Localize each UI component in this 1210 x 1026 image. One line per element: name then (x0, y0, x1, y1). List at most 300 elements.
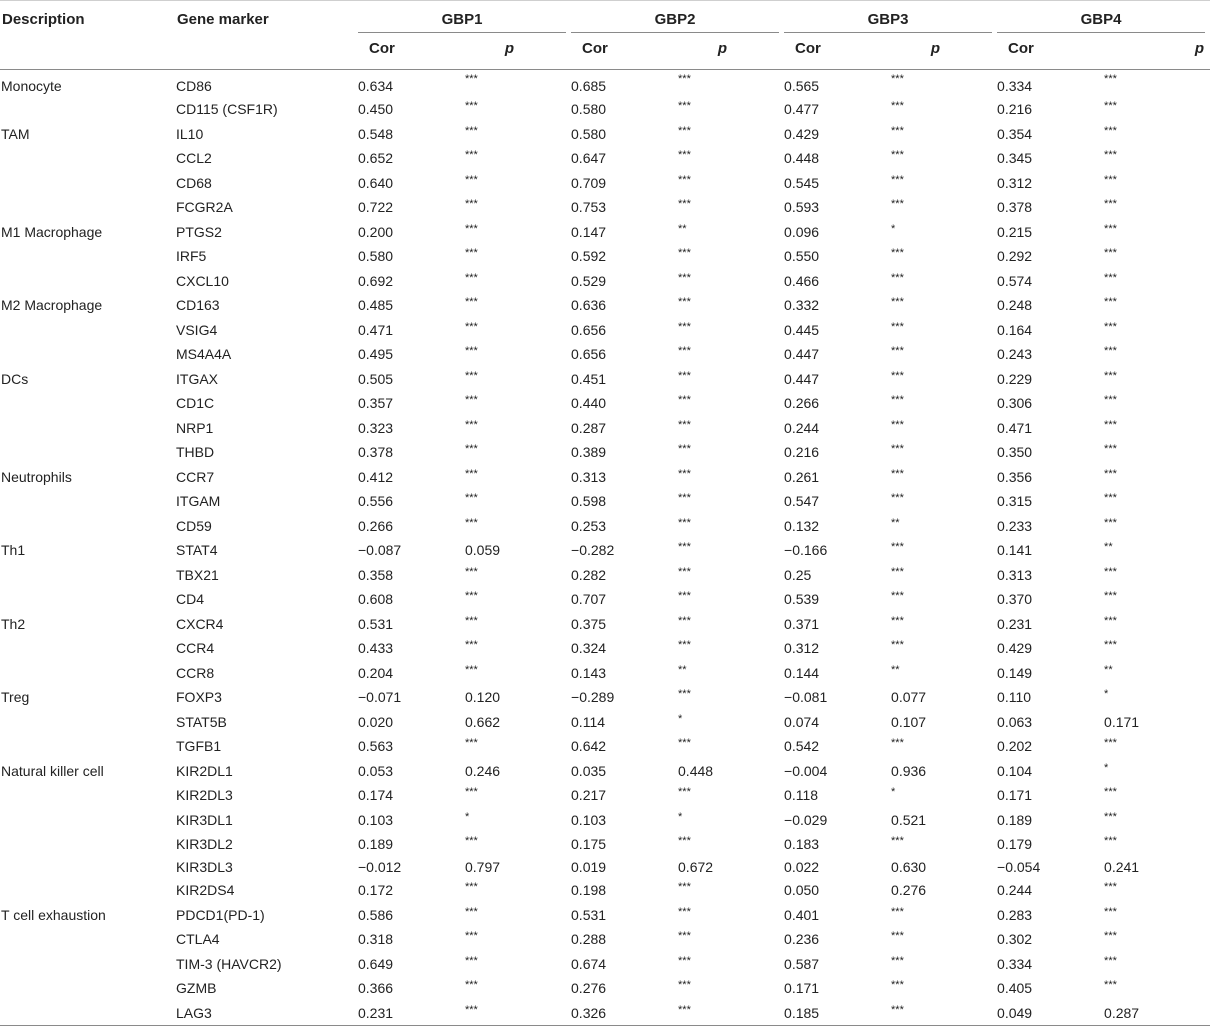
cor-value-cell: 0.231 (997, 615, 1033, 632)
cor-value-cell: 0.692 (358, 272, 394, 289)
p-value-cell: *** (891, 345, 904, 357)
row-gene-marker: IL10 (176, 125, 204, 142)
cor-value-cell: 0.171 (997, 787, 1033, 804)
p-value-cell: *** (1104, 905, 1117, 918)
row-gene-marker: CXCL10 (176, 272, 229, 289)
table-row (0, 685, 1210, 710)
table-row (0, 440, 1210, 465)
table-row (0, 808, 1210, 833)
row-gene-marker: ITGAX (176, 370, 219, 387)
table-row (0, 489, 1210, 514)
table-row (0, 903, 1210, 928)
p-value-cell: *** (678, 688, 691, 700)
p-value-cell: *** (465, 124, 478, 137)
p-value-cell: *** (1104, 418, 1117, 431)
cor-value-cell: 0.332 (784, 297, 820, 314)
p-value-cell: *** (1104, 881, 1117, 893)
cor-value-cell: 0.593 (784, 199, 820, 216)
p-value-cell: *** (465, 100, 478, 112)
p-value-cell: ** (1104, 663, 1113, 676)
cor-value-cell: 0.253 (571, 517, 607, 534)
cor-value-cell: 0.287 (571, 419, 607, 436)
cor-value-cell: 0.074 (784, 713, 820, 730)
cor-value-cell: 0.283 (997, 906, 1033, 923)
p-value-cell: *** (465, 296, 478, 308)
p-value-cell: *** (678, 198, 691, 210)
p-value-cell: *** (1104, 443, 1117, 455)
p-value-cell: *** (1104, 786, 1117, 798)
p-value-cell: *** (465, 954, 478, 967)
cor-value-cell: 0.118 (784, 787, 819, 804)
row-gene-marker: CTLA4 (176, 931, 220, 948)
table-row (0, 734, 1210, 759)
p-value-cell: *** (1104, 979, 1117, 991)
cor-value-cell: −0.054 (997, 859, 1041, 876)
p-value-cell: *** (891, 737, 904, 749)
p-value-cell: *** (465, 979, 478, 991)
cor-value-cell: 0.149 (997, 664, 1033, 681)
p-value-cell: *** (1104, 100, 1117, 112)
row-description: TAM (1, 125, 30, 142)
row-gene-marker: CD59 (176, 517, 212, 534)
cor-value-cell: −0.012 (358, 859, 402, 876)
cor-value-cell: −0.071 (358, 689, 402, 706)
row-gene-marker: THBD (176, 444, 215, 461)
cor-value-cell: 0.709 (571, 174, 607, 191)
row-gene-marker: CXCR4 (176, 615, 224, 632)
cor-value-cell: 0.412 (358, 468, 394, 485)
cor-value-cell: 0.189 (358, 836, 394, 853)
cor-value-cell: 0.656 (571, 321, 607, 338)
row-gene-marker: KIR3DL2 (176, 836, 233, 853)
p-value-cell: *** (678, 100, 691, 112)
cor-value-cell: 0.236 (784, 931, 820, 948)
row-gene-marker: TIM-3 (HAVCR2) (176, 955, 282, 972)
row-description: M2 Macrophage (1, 297, 103, 314)
table-row (0, 391, 1210, 416)
cor-value-cell: 0.580 (571, 101, 607, 118)
cor-value-cell: 0.292 (997, 248, 1033, 265)
empty-header-cell (0, 35, 175, 70)
cor-value-cell: 0.198 (571, 882, 607, 899)
cor-value-cell: 0.580 (358, 248, 394, 265)
cor-value-cell: 0.313 (997, 566, 1033, 583)
cor-value-cell: 0.366 (358, 980, 394, 997)
cor-value-cell: 0.354 (997, 125, 1033, 142)
p-value-cell: *** (1104, 173, 1117, 186)
row-description (0, 952, 175, 977)
table-row (0, 220, 1210, 245)
row-gene-marker: CD4 (176, 591, 205, 608)
gene-header-gbp1: GBP1 (358, 1, 571, 35)
row-description (0, 342, 175, 367)
row-gene-marker: LAG3 (175, 1001, 358, 1026)
cor-header: Cor (571, 35, 675, 70)
row-gene-marker: TGFB1 (176, 738, 222, 755)
cor-value-cell: 0.447 (784, 346, 820, 363)
row-gene-marker: MS4A4A (176, 346, 232, 363)
p-value-cell: *** (678, 516, 691, 529)
p-value-cell: *** (465, 639, 478, 651)
cor-value-cell: 0.608 (358, 591, 394, 608)
cor-value-cell: 0.114 (571, 713, 606, 730)
cor-value-cell: 0.147 (571, 223, 607, 240)
cor-value-cell: 0.053 (358, 762, 394, 779)
p-value-cell: *** (465, 905, 478, 918)
cor-value-cell: 0.640 (358, 174, 394, 191)
cor-value-cell: 0.164 (997, 321, 1033, 338)
p-value-cell: *** (891, 320, 904, 333)
cor-value-cell: 0.652 (358, 150, 394, 167)
p-value-cell: *** (678, 541, 691, 553)
cor-value-cell: 0.471 (358, 321, 394, 338)
table-row (0, 661, 1210, 686)
row-description (0, 783, 175, 808)
row-description (0, 587, 175, 612)
cor-value-cell: 0.318 (358, 931, 394, 948)
row-gene-marker: KIR2DL1 (176, 762, 233, 779)
p-value-cell: *** (678, 271, 691, 284)
cor-value-cell: 0.175 (571, 836, 607, 853)
cor-value-cell: −0.004 (784, 762, 828, 779)
p-value-cell: *** (891, 565, 904, 578)
p-value-cell: 0.521 (891, 811, 927, 828)
table-row (0, 465, 1210, 490)
p-value-cell: *** (465, 881, 478, 893)
cor-value-cell: 0.313 (571, 468, 607, 485)
p-value-cell: * (1104, 688, 1109, 700)
p-value-cell: *** (891, 979, 904, 991)
row-gene-marker: FCGR2A (176, 199, 233, 216)
empty-header-cell (175, 35, 358, 70)
row-description (0, 146, 175, 171)
row-gene-marker: CCR7 (176, 468, 215, 485)
cor-value-cell: 0.405 (997, 980, 1033, 997)
p-value-cell: *** (891, 492, 904, 504)
cor-value-cell: 0.539 (784, 591, 820, 608)
cor-value-cell: 0.049 (997, 1001, 1101, 1026)
p-value-cell: *** (1104, 565, 1117, 578)
p-value-cell: *** (678, 590, 691, 602)
p-value-cell: *** (891, 541, 904, 553)
p-value-cell: *** (891, 271, 904, 284)
p-value-cell: 0.936 (891, 762, 927, 779)
p-value-cell: *** (678, 296, 691, 308)
p-value-cell: *** (465, 835, 478, 847)
p-value-cell: *** (1104, 320, 1117, 333)
cor-value-cell: 0.050 (784, 882, 820, 899)
cor-value-cell: 0.529 (571, 272, 607, 289)
table-row (0, 1001, 1210, 1026)
cor-value-cell: 0.563 (358, 738, 394, 755)
p-value-cell: 0.241 (1104, 859, 1140, 876)
p-value-cell: *** (1104, 198, 1117, 210)
p-value-cell: ** (678, 663, 687, 676)
cor-value-cell: 0.440 (571, 395, 607, 412)
p-value-cell: 0.077 (891, 689, 927, 706)
table-row (0, 342, 1210, 367)
cor-value-cell: 0.189 (997, 811, 1033, 828)
row-gene-marker: NRP1 (176, 419, 214, 436)
row-gene-marker: CD86 (176, 78, 212, 94)
table-row (0, 416, 1210, 441)
p-value-cell: *** (678, 881, 691, 893)
row-description (0, 927, 175, 952)
cor-value-cell: 0.063 (997, 713, 1033, 730)
row-description (0, 808, 175, 833)
p-value-cell: *** (465, 565, 478, 578)
p-value-cell: 0.246 (465, 762, 501, 779)
table-row (0, 857, 1210, 879)
cor-value-cell: 0.110 (997, 689, 1032, 706)
cor-value-cell: 0.334 (997, 955, 1033, 972)
p-value-cell: *** (465, 247, 478, 259)
row-gene-marker: CCL2 (176, 150, 212, 167)
row-description (0, 244, 175, 269)
p-value-cell: * (891, 222, 896, 235)
p-value-cell: *** (891, 73, 904, 85)
p-value-cell: ** (1104, 541, 1113, 553)
cor-value-cell: 0.144 (784, 664, 820, 681)
row-description: Neutrophils (1, 468, 72, 485)
p-value-cell: *** (465, 198, 478, 210)
row-description (0, 195, 175, 220)
table-row (0, 587, 1210, 612)
row-description (0, 563, 175, 588)
cor-value-cell: 0.649 (358, 955, 394, 972)
row-description: Th1 (1, 542, 26, 559)
cor-value-cell: 0.586 (358, 906, 394, 923)
table-row (0, 952, 1210, 977)
cor-value-cell: 0.485 (358, 297, 394, 314)
cor-value-cell: 0.306 (997, 395, 1033, 412)
cor-value-cell: −0.289 (571, 689, 615, 706)
cor-value-cell: 0.447 (784, 370, 820, 387)
p-value-cell: *** (678, 345, 691, 357)
p-value-cell: *** (678, 124, 691, 137)
cor-value-cell: 0.371 (784, 615, 820, 632)
p-value-cell: *** (465, 492, 478, 504)
p-value-cell: 0.662 (465, 713, 501, 730)
p-value-cell: *** (891, 614, 904, 627)
p-value-cell: *** (465, 663, 478, 676)
cor-value-cell: 0.266 (358, 517, 394, 534)
p-value-cell: *** (1104, 954, 1117, 967)
p-value-cell: *** (1104, 345, 1117, 357)
cor-value-cell: 0.433 (358, 640, 394, 657)
row-description (0, 416, 175, 441)
cor-value-cell: 0.547 (784, 493, 820, 510)
p-value-cell: *** (1104, 614, 1117, 627)
p-value-cell: *** (1104, 467, 1117, 480)
p-value-cell: *** (678, 467, 691, 480)
p-value-cell: *** (1104, 394, 1117, 406)
row-description (0, 391, 175, 416)
cor-value-cell: 0.217 (571, 787, 607, 804)
cor-value-cell: 0.302 (997, 931, 1033, 948)
p-value-cell: *** (891, 198, 904, 210)
cor-value-cell: 0.266 (784, 395, 820, 412)
p-value-cell: *** (888, 1001, 997, 1026)
p-value-cell: *** (465, 418, 478, 431)
p-value-cell: *** (891, 443, 904, 455)
p-value-cell: *** (891, 394, 904, 406)
row-description: Monocyte (1, 78, 62, 94)
p-value-cell: *** (891, 173, 904, 186)
cor-value-cell: 0.103 (358, 811, 394, 828)
cor-value-cell: 0.685 (571, 78, 607, 94)
row-gene-marker: IRF5 (176, 248, 207, 265)
p-value-cell: *** (1104, 737, 1117, 749)
p-header: p (1101, 35, 1210, 70)
cor-value-cell: 0.25 (784, 566, 812, 583)
cor-value-cell: 0.450 (358, 101, 394, 118)
gene-header-gbp3: GBP3 (784, 1, 997, 35)
cor-value-cell: 0.185 (784, 1001, 888, 1026)
cor-value-cell: 0.204 (358, 664, 394, 681)
cor-value-cell: 0.356 (997, 468, 1033, 485)
p-value-cell: * (678, 810, 683, 823)
table-row (0, 636, 1210, 661)
table-row (0, 269, 1210, 294)
cor-value-cell: 0.636 (571, 297, 607, 314)
table-row (0, 70, 1210, 98)
p-value-cell: *** (891, 639, 904, 651)
p-value-cell: *** (678, 930, 691, 942)
cor-value-cell: 0.598 (571, 493, 607, 510)
p-value-cell: *** (678, 418, 691, 431)
cor-value-cell: 0.324 (571, 640, 607, 657)
p-value-cell: *** (678, 639, 691, 651)
cor-value-cell: 0.753 (571, 199, 607, 216)
p-value-cell: *** (1104, 639, 1117, 651)
cor-value-cell: 0.312 (997, 174, 1033, 191)
cor-value-cell: 0.261 (784, 468, 820, 485)
p-value-cell: *** (465, 930, 478, 942)
cor-value-cell: 0.334 (997, 78, 1033, 94)
cor-value-cell: 0.358 (358, 566, 394, 583)
cor-value-cell: 0.401 (784, 906, 820, 923)
p-value-cell: *** (678, 149, 691, 161)
row-gene-marker: CD68 (176, 174, 212, 191)
cor-value-cell: 0.656 (571, 346, 607, 363)
cor-value-cell: 0.495 (358, 346, 394, 363)
cor-value-cell: 0.215 (997, 223, 1033, 240)
row-description (0, 832, 175, 857)
p-value-cell: *** (678, 247, 691, 259)
cor-value-cell: 0.531 (358, 615, 394, 632)
cor-value-cell: 0.350 (997, 444, 1033, 461)
p-value-cell: *** (465, 590, 478, 602)
cor-value-cell: 0.542 (784, 738, 820, 755)
cor-value-cell: 0.448 (784, 150, 820, 167)
p-value-cell: *** (1104, 590, 1117, 602)
p-value-cell: *** (465, 467, 478, 480)
row-description: Treg (1, 689, 30, 706)
p-value-cell: *** (891, 296, 904, 308)
row-gene-marker: FOXP3 (176, 689, 222, 706)
cor-value-cell: 0.200 (358, 223, 394, 240)
p-value-cell: *** (1104, 369, 1117, 382)
cor-value-cell: 0.477 (784, 101, 820, 118)
cor-value-cell: 0.248 (997, 297, 1033, 314)
p-value-cell: *** (1104, 247, 1117, 259)
p-value-cell: *** (465, 271, 478, 284)
cor-value-cell: 0.389 (571, 444, 607, 461)
p-value-cell: *** (1104, 124, 1117, 137)
row-description (0, 976, 175, 1001)
p-value-cell: *** (891, 418, 904, 431)
cor-value-cell: 0.132 (784, 517, 820, 534)
p-value-cell: *** (465, 173, 478, 186)
cor-value-cell: 0.183 (784, 836, 820, 853)
p-value-cell: *** (465, 320, 478, 333)
row-description (0, 171, 175, 196)
cor-value-cell: −0.282 (571, 542, 615, 559)
cor-value-cell: 0.429 (784, 125, 820, 142)
cor-value-cell: 0.282 (571, 566, 607, 583)
cor-value-cell: 0.141 (997, 542, 1033, 559)
row-gene-marker: STAT4 (176, 542, 218, 559)
cor-value-cell: 0.020 (358, 713, 394, 730)
row-gene-marker: CCR4 (176, 640, 215, 657)
gene-header-gbp2: GBP2 (571, 1, 784, 35)
row-gene-marker: CD163 (176, 297, 220, 314)
row-gene-marker: CCR8 (176, 664, 215, 681)
row-description (0, 636, 175, 661)
p-value-cell: 0.276 (891, 882, 927, 899)
cor-value-cell: 0.370 (997, 591, 1033, 608)
cor-value-cell: 0.531 (571, 906, 607, 923)
cor-value-cell: 0.357 (358, 395, 394, 412)
cor-value-cell: 0.345 (997, 150, 1033, 167)
row-gene-marker: KIR2DS4 (176, 882, 235, 899)
p-value-cell: *** (678, 173, 691, 186)
cor-value-cell: 0.466 (784, 272, 820, 289)
row-gene-marker: CD115 (CSF1R) (176, 101, 278, 118)
p-value-cell: *** (1104, 810, 1117, 823)
row-gene-marker: TBX21 (176, 566, 219, 583)
p-value-cell: *** (465, 369, 478, 382)
cor-value-cell: 0.179 (997, 836, 1033, 853)
p-value-cell: *** (891, 590, 904, 602)
cor-value-cell: 0.323 (358, 419, 394, 436)
p-value-cell: *** (465, 149, 478, 161)
p-value-cell: *** (678, 614, 691, 627)
p-value-cell: *** (891, 149, 904, 161)
cor-value-cell: 0.550 (784, 248, 820, 265)
cor-header: Cor (784, 35, 888, 70)
cor-value-cell: 0.556 (358, 493, 394, 510)
row-gene-marker: PDCD1(PD-1) (176, 906, 265, 923)
p-value-cell: *** (678, 835, 691, 847)
p-value-cell: 0.171 (1104, 713, 1140, 730)
row-description (0, 514, 175, 539)
row-description (0, 440, 175, 465)
p-value-cell: *** (678, 394, 691, 406)
p-value-cell: ** (891, 516, 900, 529)
cor-value-cell: 0.172 (358, 882, 394, 899)
table-row (0, 759, 1210, 784)
p-value-cell: *** (1104, 516, 1117, 529)
p-value-cell: *** (1104, 222, 1117, 235)
p-header: p (462, 35, 571, 70)
table-row (0, 171, 1210, 196)
p-value-cell: *** (1104, 271, 1117, 284)
cor-value-cell: 0.375 (571, 615, 607, 632)
table-row (0, 878, 1210, 903)
p-value-cell: *** (678, 737, 691, 749)
